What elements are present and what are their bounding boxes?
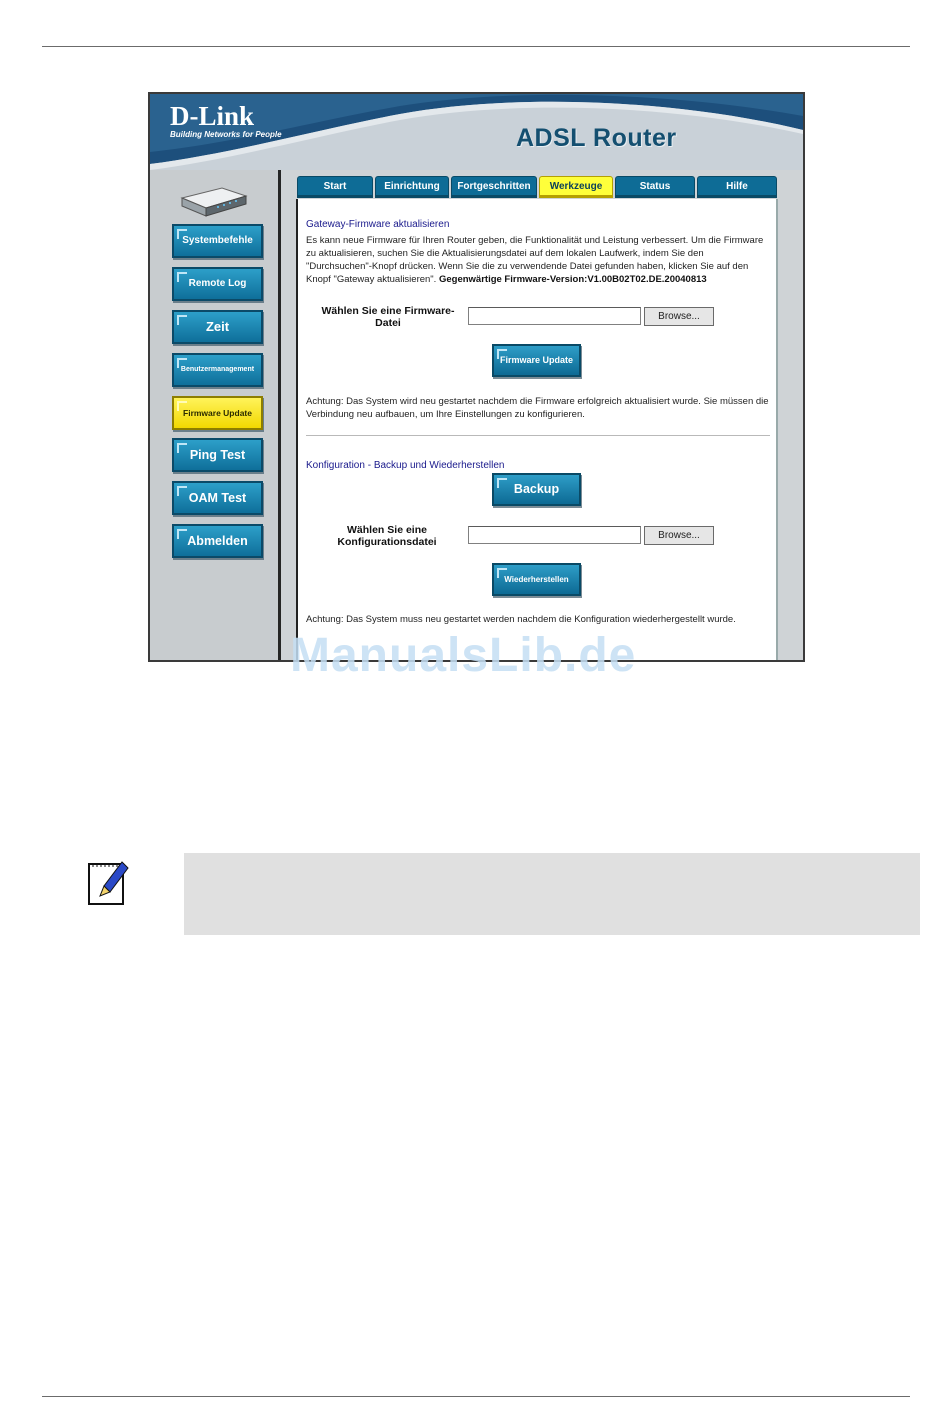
firmware-section-title: Gateway-Firmware aktualisieren	[306, 219, 450, 230]
sidebar-item-benutzermanagement[interactable]	[172, 353, 263, 387]
sidebar-item-label: Remote Log	[188, 278, 247, 289]
firmware-browse-button[interactable]: Browse...	[644, 307, 714, 326]
sidebar-item-label: Firmware Update	[183, 408, 252, 418]
backup-button[interactable]	[492, 473, 581, 506]
router-screenshot	[148, 92, 805, 662]
sidebar-item-zeit[interactable]	[172, 310, 263, 344]
sidebar-item-label: Zeit	[205, 319, 230, 334]
sidebar-item-firmware-update[interactable]	[172, 396, 263, 430]
firmware-current-version: Gegenwärtige Firmware-Version:V1.00B02T02.DE.20040813	[438, 274, 707, 285]
restore-button-label: Wiederherstellen	[504, 575, 569, 584]
sidebar-item-remote-log[interactable]	[172, 267, 263, 301]
tab-hilfe[interactable]: Hilfe	[697, 176, 777, 198]
sidebar-item-label: Abmelden	[187, 534, 248, 548]
dlink-logo	[170, 102, 282, 140]
logo-tagline: Building Networks for People	[170, 130, 282, 139]
tab-status[interactable]: Status	[615, 176, 695, 198]
sidebar-item-ping-test[interactable]	[172, 438, 263, 472]
firmware-file-input[interactable]	[468, 307, 641, 325]
sidebar-item-label: Systembefehle	[182, 235, 253, 246]
sidebar-item-label: OAM Test	[188, 491, 247, 505]
config-warning: Achtung: Das System muss neu gestartet werden nachdem die Konfiguration wiederhergestellt wurde.	[306, 614, 736, 625]
firmware-update-button[interactable]	[492, 344, 581, 377]
config-browse-button[interactable]: Browse...	[644, 526, 714, 545]
restore-button[interactable]	[492, 563, 581, 596]
router-device-icon	[178, 184, 248, 218]
firmware-file-label: Wählen Sie eine Firmware-Datei	[321, 305, 455, 329]
top-rule	[42, 46, 910, 47]
product-title: ADSL Router	[516, 124, 677, 152]
config-section-title: Konfiguration - Backup und Wiederherstellen	[306, 460, 505, 471]
firmware-update-button-label: Firmware Update	[499, 355, 574, 365]
main-content	[296, 199, 778, 662]
tab-werkzeuge[interactable]: Werkzeuge	[539, 176, 613, 198]
sidebar-item-oam-test[interactable]	[172, 481, 263, 515]
note-pencil-icon	[86, 858, 132, 908]
config-file-input[interactable]	[468, 526, 641, 544]
section-divider	[306, 435, 770, 436]
watermark: ManualsLib.de	[290, 629, 637, 682]
tab-bar	[297, 176, 777, 198]
sidebar-item-systembefehle[interactable]	[172, 224, 263, 258]
tab-einrichtung[interactable]: Einrichtung	[375, 176, 449, 198]
sidebar-item-abmelden[interactable]	[172, 524, 263, 558]
sidebar-item-label: Ping Test	[189, 448, 246, 462]
sidebar-item-label: Benutzermanagement	[180, 366, 255, 373]
config-file-label: Wählen Sie eine Konfigurationsdatei	[337, 524, 437, 548]
tab-start[interactable]: Start	[297, 176, 373, 198]
bottom-rule	[42, 1396, 910, 1397]
firmware-description	[306, 234, 772, 286]
logo-wordmark: D-Link	[170, 101, 255, 131]
firmware-warning: Achtung: Das System wird neu gestartet nachdem die Firmware erfolgreich aktualisiert wurde. Sie müssen die Verbindung neu aufbauen, um Ihre Einstellungen zu konfigurieren.	[306, 396, 769, 420]
router-header	[150, 94, 803, 170]
note-box	[184, 853, 920, 935]
tab-fortgeschritten[interactable]: Fortgeschritten	[451, 176, 537, 198]
backup-button-label: Backup	[513, 482, 560, 496]
left-sidebar	[150, 170, 281, 662]
firmware-description-text: Es kann neue Firmware für Ihren Router geben, die Funktionalität und Leistung verbessert. Um die Firmware zu aktualisieren, suchen Sie die Aktualisierungsdatei auf dem lokalen Laufwerk, indem Sie den "Durchsuchen"-Knopf drücken. Wenn Sie die zu verwendende Datei gefunden haben, klicken Sie auf den Knopf "Gateway aktualisieren".	[306, 235, 764, 285]
